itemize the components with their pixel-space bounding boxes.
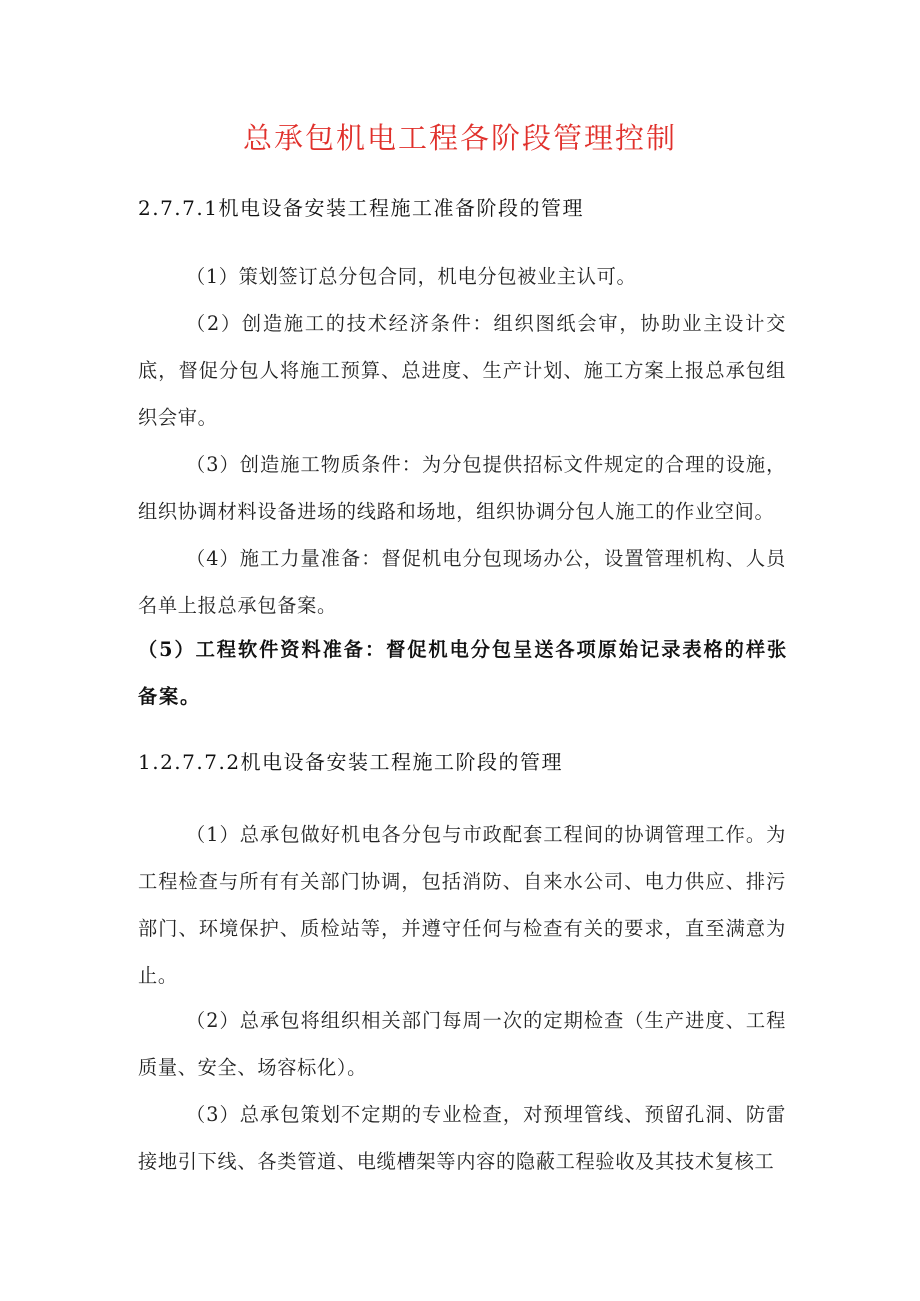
document-title: 总承包机电工程各阶段管理控制: [242, 121, 677, 155]
paragraph: （2）总承包将组织相关部门每周一次的定期检查（生产进度、工程质量、安全、场容标化）。: [138, 1009, 786, 1079]
paragraph: （1）策划签订总分包合同，机电分包被业主认可。: [186, 265, 637, 288]
section-heading: 1.2.7.7.2机电设备安装工程施工阶段的管理: [138, 750, 564, 774]
paragraph-bold: （5）工程软件资料准备：督促机电分包呈送各项原始记录表格的样张备案。: [138, 638, 788, 708]
paragraph: （3）总承包策划不定期的专业检查，对预埋管线、预留孔洞、防雷接地引下线、各类管道、电缆槽架等内容的隐蔽工程验收及其技术复核工: [138, 1103, 786, 1173]
paragraph: （1）总承包做好机电各分包与市政配套工程间的协调管理工作。为工程检查与所有有关部门协调，包括消防、自来水公司、电力供应、排污部门、环境保护、质检站等，并遵守任何与检查有关的要求，直至满意为止。: [138, 823, 786, 987]
paragraph: （2）创造施工的技术经济条件：组织图纸会审，协助业主设计交底，督促分包人将施工预算、总进度、生产计划、施工方案上报总承包组织会审。: [138, 312, 786, 429]
paragraph: （4）施工力量准备：督促机电分包现场办公，设置管理机构、人员名单上报总承包备案。: [138, 547, 786, 617]
section-heading: 2.7.7.1机电设备安装工程施工准备阶段的管理: [138, 196, 584, 220]
paragraph: （3）创造施工物质条件：为分包提供招标文件规定的合理的设施，组织协调材料设备进场的线路和场地，组织协调分包人施工的作业空间。: [138, 453, 786, 523]
